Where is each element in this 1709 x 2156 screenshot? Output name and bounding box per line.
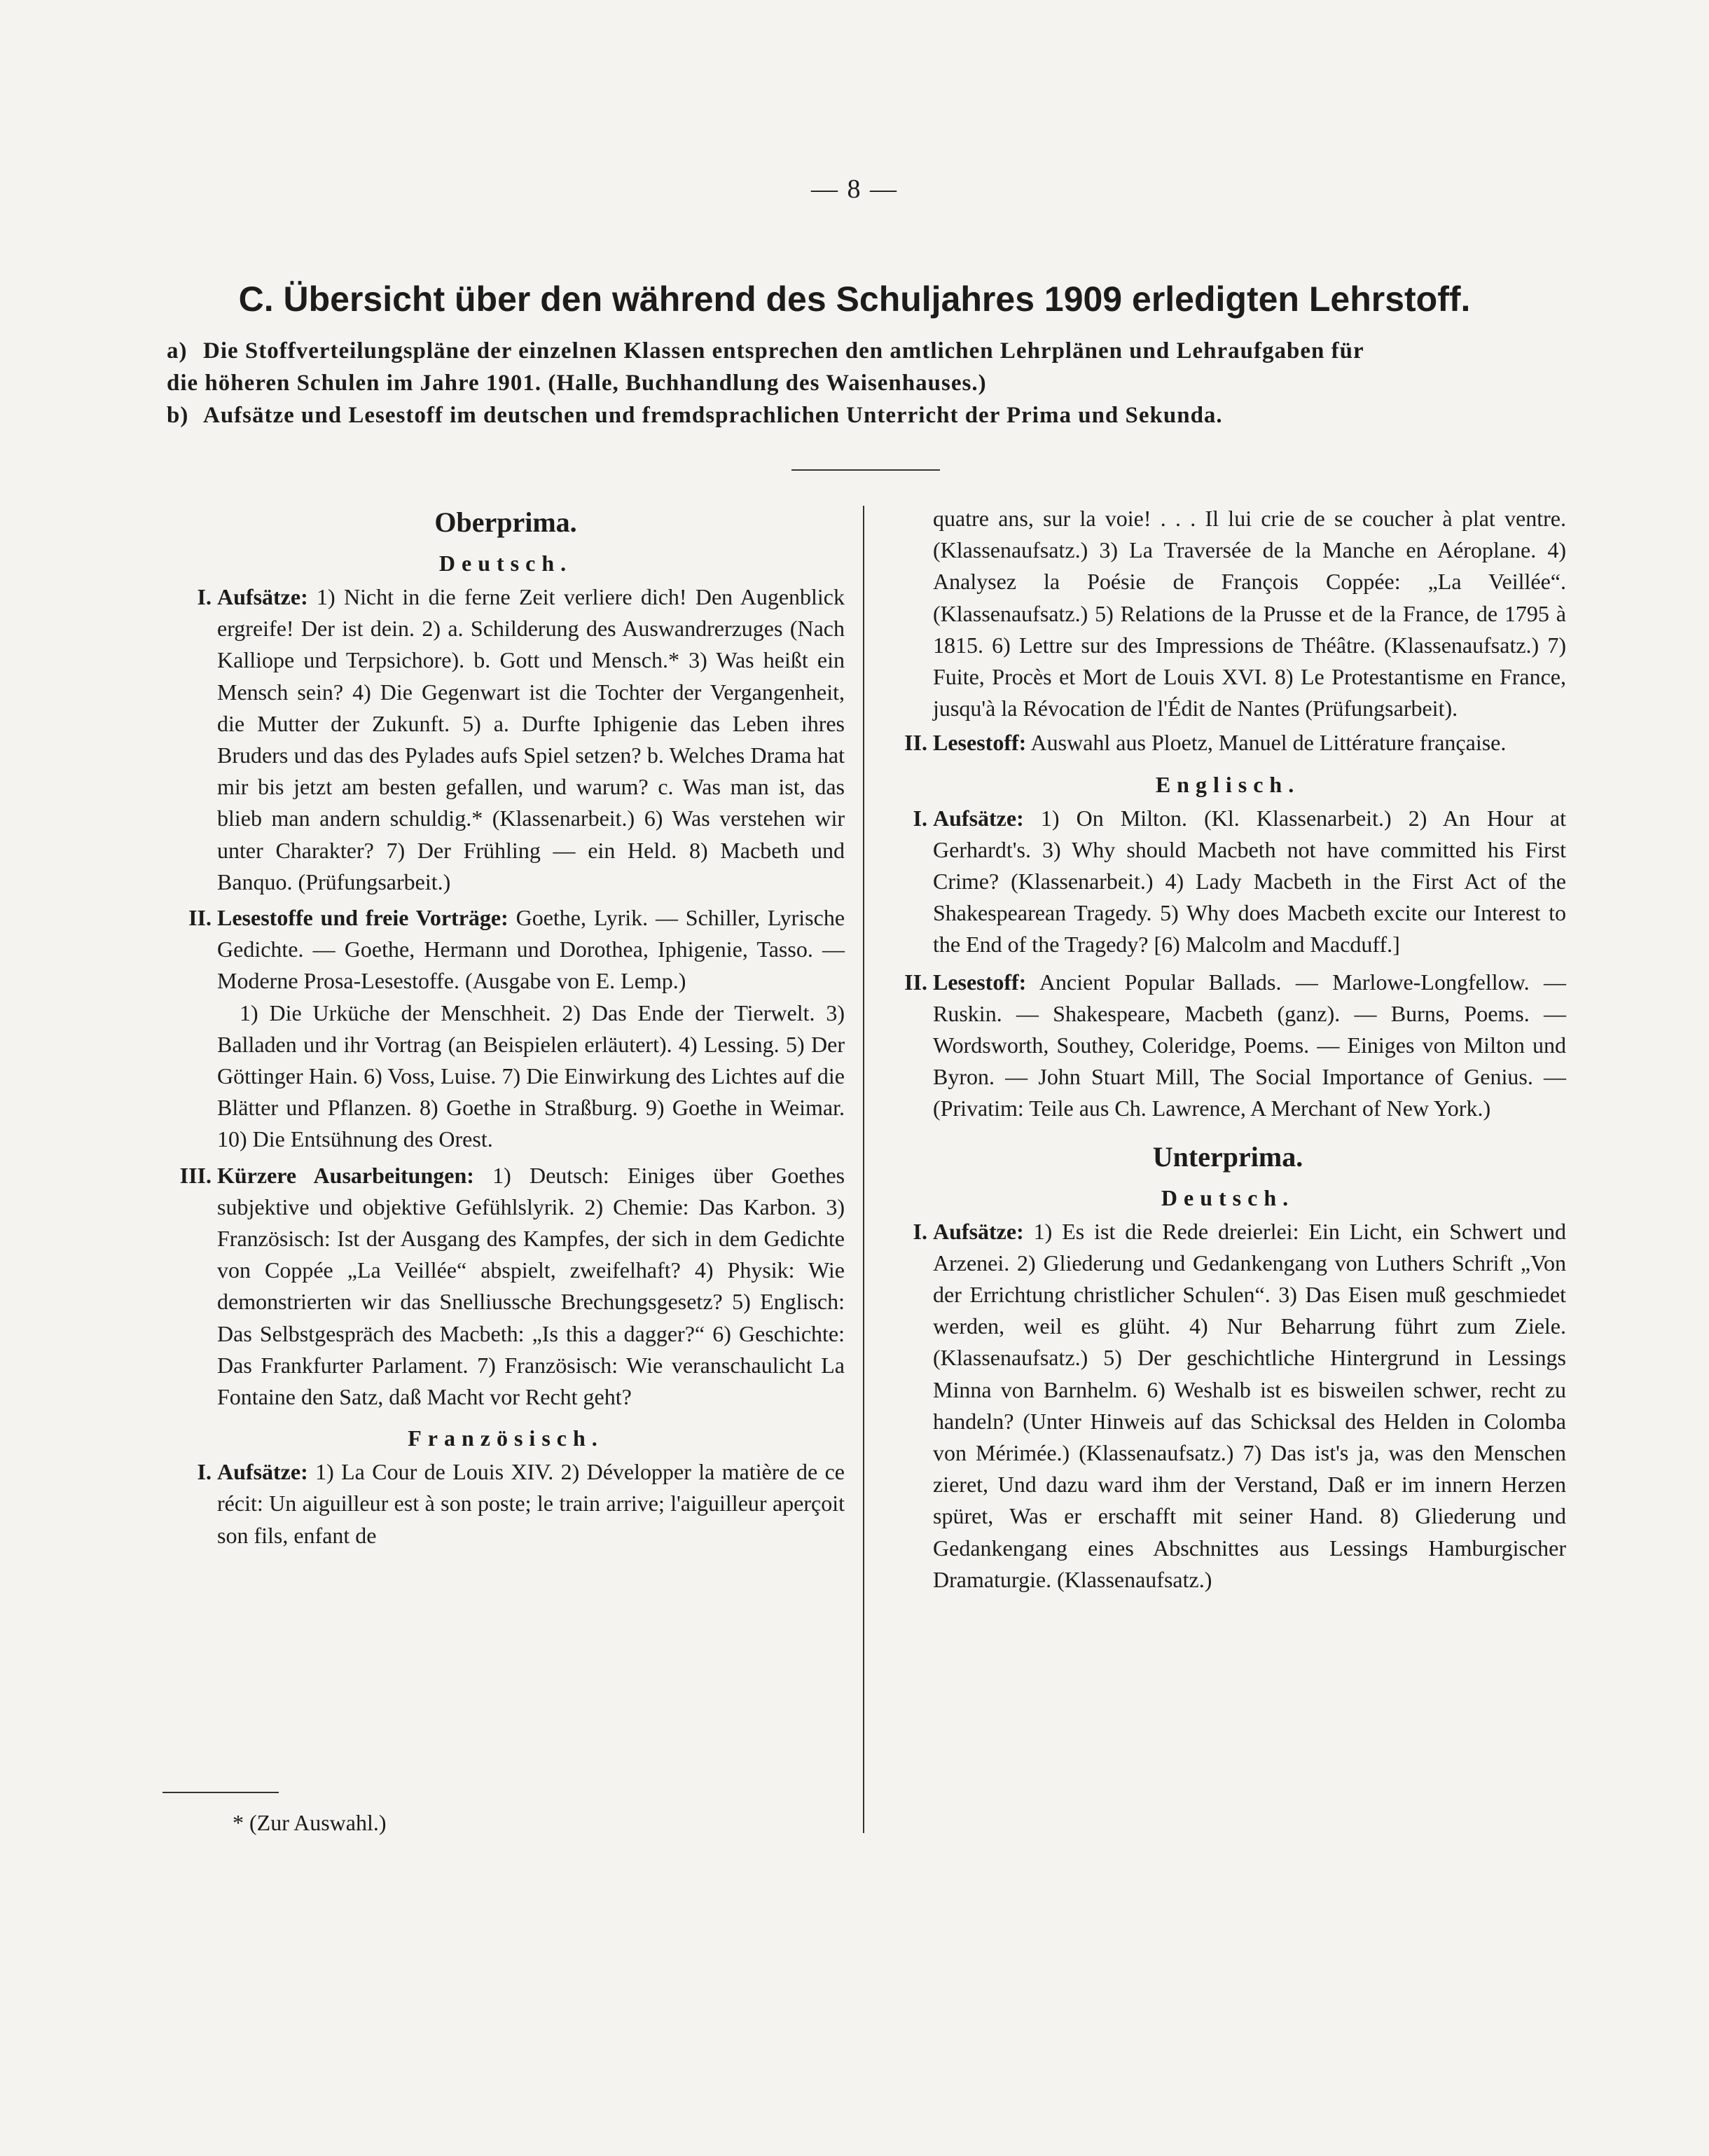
entry-label: Lesestoff:	[933, 969, 1027, 995]
footnote: * (Zur Auswahl.)	[233, 1810, 387, 1835]
entry-number: I.	[197, 584, 212, 609]
vortraege-list: 1) Die Urküche der Menschheit. 2) Das Ende der Tierwelt. 3) Balladen und ihr Vortrag (an Beispielen erläutert). 4) Lessing. 5) Der Göttinger Hain. 6) Voss, Luise. 7) Die Einwirkung des Lichtes auf die Blätter und Pflanzen. 8) Goethe in Straßburg. 9) Goethe in Weimar. 10) Die Entsühnung des Orest.	[217, 1000, 845, 1152]
entry-text: 1) On Milton. (Kl. Klassenarbeit.) 2) An Hour at Gerhardt's. 3) Why should Macbeth not have committed his First Crime? (Klassenarbeit.) 4) Lady Macbeth in the First Act of the Shakespearean Tragedy. 5) Why does Macbeth excite our Interest to the End of the Tragedy? [6) Malcolm and Macduff.]	[933, 805, 1567, 958]
englisch-lesestoff	[890, 967, 1566, 1125]
entry-label: Aufsätze:	[217, 1459, 308, 1485]
entry-label: Lesestoffe und freie Vorträge:	[217, 905, 508, 931]
entry-number: III.	[179, 1162, 212, 1188]
entry-number: I.	[913, 805, 927, 831]
entry-text: Auswahl aus Ploetz, Manuel de Littérature française.	[1030, 730, 1507, 756]
section-divider	[791, 469, 940, 471]
entry-text: Ancient Popular Ballads. — Marlowe-Longfellow. — Ruskin. — Shakespeare, Macbeth (ganz). — Burns, Poems. — Wordsworth, Southey, Coleridge, Poems. — Einiges von Milton und Byron. — John Stuart Mill, The Social Importance of Genius. — (Privatim: Teile aus Ch. Lawrence, A Merchant of New York.)	[933, 969, 1567, 1121]
entry-number: II.	[904, 969, 927, 995]
intro-a-line2: die höheren Schulen im Jahre 1901. (Halle, Buchhandlung des Waisenhauses.)	[167, 371, 987, 396]
left-column	[167, 504, 845, 1552]
unterprima-heading: Unterprima.	[1152, 1140, 1303, 1173]
intro-b-line1: Aufsätze und Lesestoff im deutschen und fremdsprachlichen Unterricht der Prima und Sekunda.	[203, 403, 1223, 428]
deutsch-heading: Deutsch.	[438, 551, 573, 576]
intro-label-b: b)	[167, 403, 189, 428]
entry-number: II.	[188, 905, 212, 931]
page-number: — 8 —	[811, 174, 898, 204]
entry-label: Kürzere Ausarbeitungen:	[217, 1162, 474, 1188]
englisch-aufsaetze	[890, 803, 1566, 961]
entry-number: I.	[197, 1459, 212, 1485]
deutsch-aufsaetze	[167, 581, 845, 898]
entry-label: Aufsätze:	[217, 584, 308, 609]
entry-number: II.	[904, 730, 927, 756]
oberprima-heading: Oberprima.	[434, 506, 577, 538]
entry-text: 1) Es ist die Rede dreierlei: Ein Licht, ein Schwert und Arzenei. 2) Gliederung und Gedankengang von Luthers Schrift „Von der Errichtung christlicher Schulen“. 3) Das Eisen muß geschmiedet werden, weil es glüht. 4) Nur Beharrung führt zum Ziele. (Klassenaufsatz.) 5) Der geschichtliche Hintergrund in Lessings Minna von Barnhelm. 6) Weshalb ist es bisweilen schwer, recht zu handeln? (Unter Hinweis auf das Schicksal des Helden in Colomba von Mérimée.) (Klassenaufsatz.) 7) Das ist's ja, was den Menschen zieret, Und dazu ward ihm der Verstand, Daß er im innern Herzen spüret, Was er erschafft mit seiner Hand. 8) Gliederung und Gedankengang eines Abschnittes aus Lessings Hamburgischer Dramaturgie. (Klassenaufsatz.)	[933, 1218, 1567, 1592]
section-title: C. Übersicht über den während des Schuljahres 1909 erledigten Lehrstoff.	[238, 279, 1471, 319]
franzoesisch-aufsaetze	[167, 1456, 845, 1552]
intro-item-b	[167, 399, 1568, 431]
unterprima-aufsaetze	[890, 1216, 1566, 1596]
entry-text: 1) Nicht in die ferne Zeit verliere dich! Den Augenblick ergreife! Der ist dein. 2) a. Schilderung des Auswandrerzuges (Nach Kalliope und Terpsichore). b. Gott und Mensch.* 3) Was heißt ein Mensch sein? 4) Die Gegenwart ist die Tochter der Vergangenheit, die Mutter der Zukunft. 5) a. Durfte Iphigenie das Leben ihres Bruders und das des Pylades aufs Spiel setzen? b. Welches Drama hat mir bis jetzt am besten gefallen, und warum? c. Was man ist, das blieb man andern schuldig.* (Klassenarbeit.) 6) Was verstehen wir unter Charakter? 7) Der Frühling — ein Held. 8) Macbeth und Banquo. (Prüfungsarbeit.)	[217, 584, 845, 894]
entry-text: 1) Deutsch: Einiges über Goethes subjektive und objektive Gefühlslyrik. 2) Chemie: Das Karbon. 3) Französisch: Ist der Ausgang des Kampfes, der sich in dem Gedichte von Coppée „La Veillée“ abspielt, zweifelhaft? 4) Physik: Wie demonstrierten wir das Snelliussche Brechungsgesetz? 5) Englisch: Das Selbstgespräch des Macbeth: „Is this a dagger?“ 6) Geschichte: Das Frankfurter Parlament. 7) Französisch: Wie veranschaulicht La Fontaine den Satz, daß Macht vor Recht geht?	[217, 1162, 845, 1410]
column-divider	[863, 506, 864, 1833]
englisch-heading: Englisch.	[1155, 771, 1301, 797]
entry-label: Aufsätze:	[933, 805, 1024, 831]
right-column	[890, 503, 1566, 1596]
franzoesisch-lesestoff	[890, 727, 1566, 759]
intro-label-a: a)	[167, 338, 188, 364]
kuerzere-ausarbeitungen	[167, 1160, 845, 1414]
franzoesisch-heading: Französisch.	[408, 1425, 604, 1451]
footnote-rule	[162, 1792, 279, 1793]
entry-text: Goethe, Lyrik. — Schiller, Lyrische Gedichte. — Goethe, Hermann und Dorothea, Iphigenie, Tasso. — Moderne Prosa-Lesestoffe. (Ausgabe von E. Lemp.)	[217, 905, 845, 994]
entry-label: Lesestoff:	[933, 730, 1027, 756]
intro-item-a	[167, 335, 1568, 367]
entry-number: I.	[913, 1218, 927, 1244]
franzoesisch-aufsaetze-continued: quatre ans, sur la voie! . . . Il lui crie de se coucher à plat ventre. (Klassenaufsatz.) 3) La Traversée de la Manche en Aéroplane. 4) Analysez la Poésie de François Coppée: „La Veillée“. (Klassenaufsatz.) 5) Relations de la Prusse et de la France, de 1795 à 1815. 6) Lettre sur des Impressions de Théâtre. (Klassenaufsatz.) 7) Fuite, Procès et Mort de Louis XVI. 8) Le Protestantisme en France, jusqu'à la Révocation de l'Édit de Nantes (Prüfungsarbeit).	[933, 506, 1566, 721]
deutsch-lesestoffe	[167, 902, 845, 997]
intro-a-line1: Die Stoffverteilungspläne der einzelnen Klassen entsprechen den amtlichen Lehrplänen und Lehraufgaben für	[203, 338, 1364, 364]
deutsch-heading-unterprima: Deutsch.	[1161, 1184, 1295, 1210]
entry-label: Aufsätze:	[933, 1218, 1024, 1244]
entry-text: 1) La Cour de Louis XIV. 2) Développer la matière de ce récit: Un aiguilleur est à son poste; le train arrive; l'aiguilleur aperçoit son fils, enfant de	[217, 1459, 845, 1548]
